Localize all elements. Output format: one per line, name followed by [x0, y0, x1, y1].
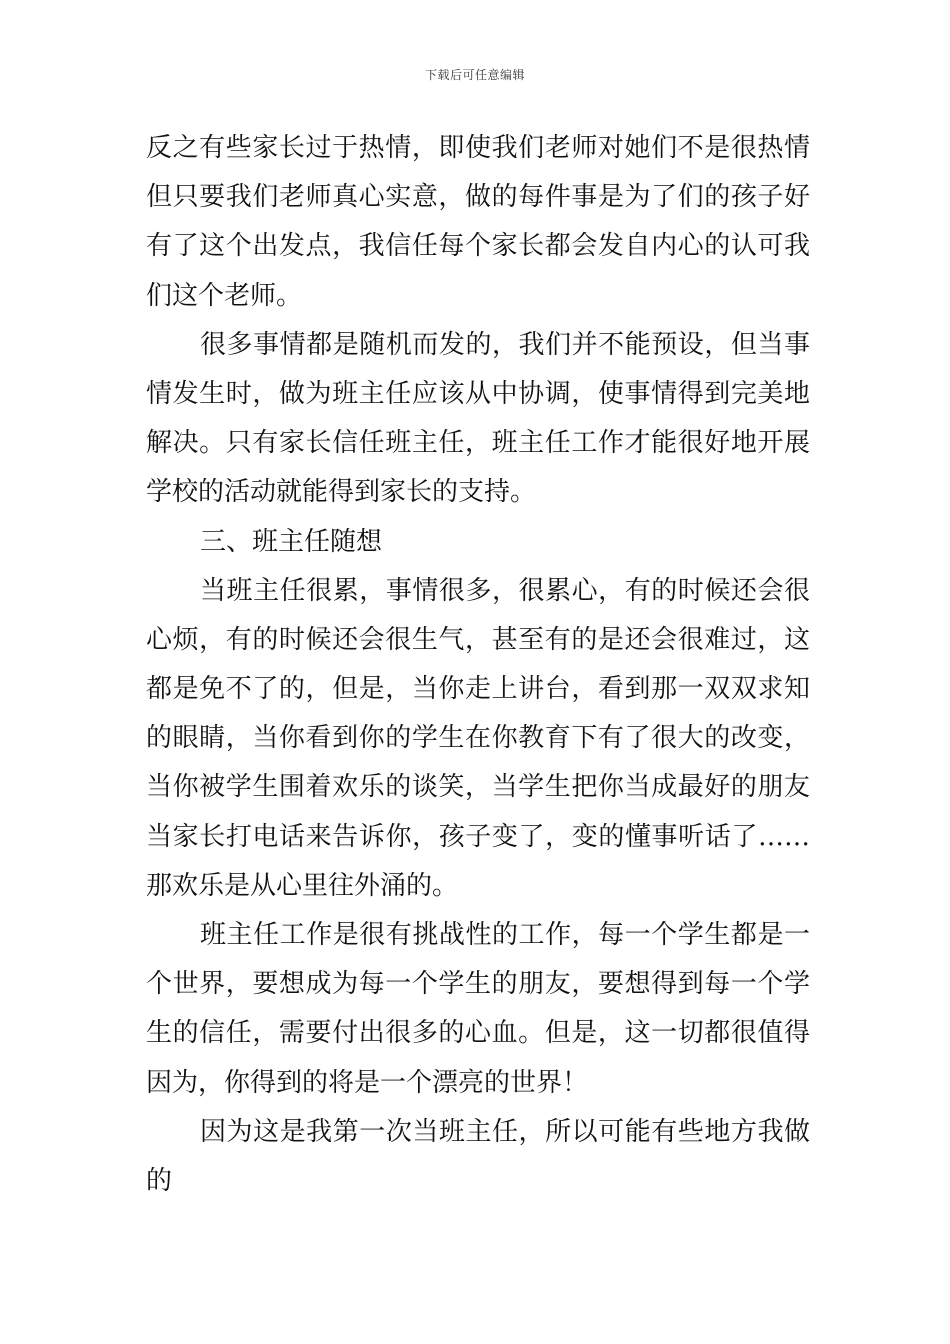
text-line: 个世界，要想成为每一个学生的朋友，要想得到每一个学	[146, 969, 810, 1000]
paragraph-first-line: 因为这是我第一次当班主任，所以可能有些地方我做	[200, 1116, 810, 1147]
text-line: 当你被学生围着欢乐的谈笑，当学生把你当成最好的朋友	[146, 772, 810, 803]
text-line: 那欢乐是从心里往外涌的。	[146, 870, 459, 901]
text-line: 学校的活动就能得到家长的支持。	[146, 477, 537, 508]
text-line: 有了这个出发点，我信任每个家长都会发自内心的认可我	[146, 231, 810, 262]
body-text	[146, 124, 810, 1206]
text-line: 当家长打电话来告诉你，孩子变了，变的懂事听话了……	[146, 821, 810, 852]
text-line: 的	[146, 1165, 173, 1196]
text-line: 解决。只有家长信任班主任，班主任工作才能很好地开展	[146, 428, 810, 459]
text-line: 的眼睛，当你看到你的学生在你教育下有了很大的改变，	[146, 723, 810, 754]
text-line: 但只要我们老师真心实意，做的每件事是为了们的孩子好	[146, 182, 810, 213]
text-line: 生的信任，需要付出很多的心血。但是，这一切都很值得	[146, 1018, 810, 1049]
text-line: 反之有些家长过于热情，即使我们老师对她们不是很热情	[146, 133, 810, 163]
text-line: 都是免不了的，但是，当你走上讲台，看到那一双双求知	[146, 674, 810, 705]
text-line: 因为，你得到的将是一个漂亮的世界！	[146, 1067, 589, 1098]
page-header: 下载后可任意编辑	[424, 68, 525, 82]
paragraph-first-line: 班主任工作是很有挑战性的工作，每一个学生都是一	[200, 920, 810, 950]
paragraph-first-line: 很多事情都是随机而发的，我们并不能预设，但当事	[200, 329, 810, 360]
section-heading: 三、班主任随想	[200, 526, 383, 557]
paragraph-first-line: 当班主任很累，事情很多，很累心，有的时候还会很	[200, 575, 810, 606]
text-line: 们这个老师。	[146, 280, 303, 311]
text-line: 心烦，有的时候还会很生气，甚至有的是还会很难过，这	[146, 624, 810, 655]
text-line: 情发生时，做为班主任应该从中协调，使事情得到完美地	[146, 378, 810, 409]
